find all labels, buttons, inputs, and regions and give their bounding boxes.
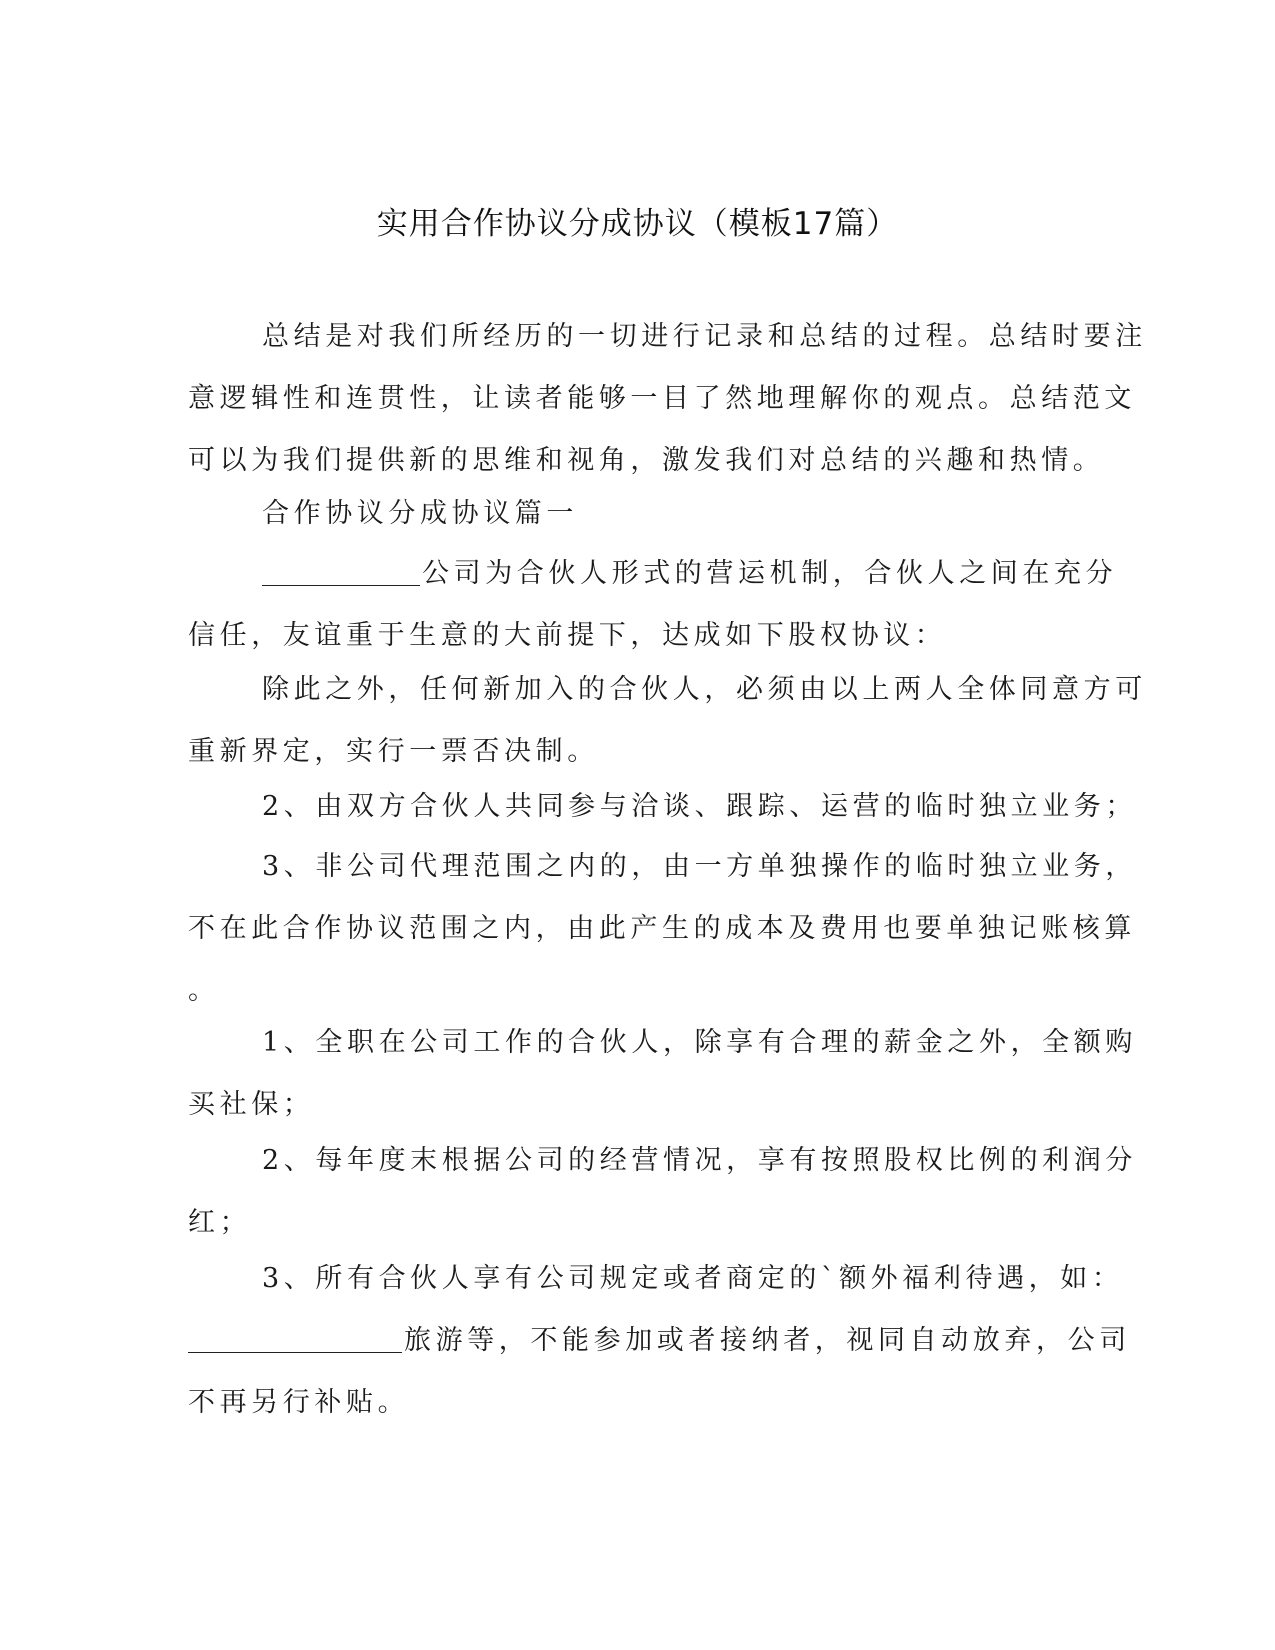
exception-paragraph: [188, 659, 1147, 783]
company-clause-paragraph: [188, 543, 1118, 667]
intro-line-1: 总结是对我们所经历的一切进行记录和总结的过程。总结时要注: [262, 321, 1147, 352]
item-2b-line-2: 红；: [188, 1207, 252, 1238]
item-2a-line: 2、由双方合伙人共同参与洽谈、跟踪、运营的临时独立业务；: [262, 791, 1137, 822]
intro-line-3: 可以为我们提供新的思维和视角，激发我们对总结的兴趣和热情。: [188, 445, 1105, 476]
company-clause-text: 公司为合伙人形式的营运机制，合伙人之间在充分: [422, 558, 1118, 589]
item-2b-line-1: 2、每年度末根据公司的经营情况，享有按照股权比例的利润分: [262, 1145, 1137, 1176]
item-3b-line-3: 不再另行补贴。: [188, 1387, 410, 1418]
company-name-blank: [262, 555, 420, 586]
document-title: 实用合作协议分成协议（模板17篇）: [376, 206, 899, 242]
item-3a-line-2: 不在此合作协议范围之内，由此产生的成本及费用也要单独记账核算: [188, 913, 1136, 944]
intro-paragraph: [188, 306, 1147, 492]
item-1b-paragraph: [188, 1012, 1137, 1136]
item-3b-line-1: 3、所有合伙人享有公司规定或者商定的`额外福利待遇，如：: [262, 1263, 1124, 1294]
item-1b-line-1: 1、全职在公司工作的合伙人，除享有合理的薪金之外，全额购: [262, 1027, 1137, 1058]
benefit-blank: [188, 1322, 402, 1353]
item-3b-line-2: [114, 1310, 1131, 1372]
item-2a-paragraph: [188, 776, 1137, 838]
section-heading: [188, 483, 1068, 545]
item-1b-line-2: 买社保；: [188, 1089, 315, 1120]
item-3a-line-3: 。: [188, 975, 220, 1006]
item-2b-paragraph: [188, 1130, 1137, 1254]
item-3a-paragraph: [188, 836, 1137, 1022]
item-3b-line-2-text: 旅游等，不能参加或者接纳者，视同自动放弃，公司: [404, 1325, 1131, 1356]
company-clause-line-2: 信任，友谊重于生意的大前提下，达成如下股权协议：: [188, 620, 947, 651]
section-heading-text: 合作协议分成协议篇一: [262, 498, 578, 529]
item-3b-paragraph: [188, 1248, 1131, 1434]
exception-line-2: 重新界定，实行一票否决制。: [188, 736, 599, 767]
intro-line-2: 意逻辑性和连贯性，让读者能够一目了然地理解你的观点。总结范文: [188, 383, 1136, 414]
exception-line-1: 除此之外，任何新加入的合伙人，必须由以上两人全体同意方可: [262, 674, 1147, 705]
item-3a-line-1: 3、非公司代理范围之内的，由一方单独操作的临时独立业务，: [262, 851, 1137, 882]
company-clause-line-1: [188, 543, 1118, 605]
